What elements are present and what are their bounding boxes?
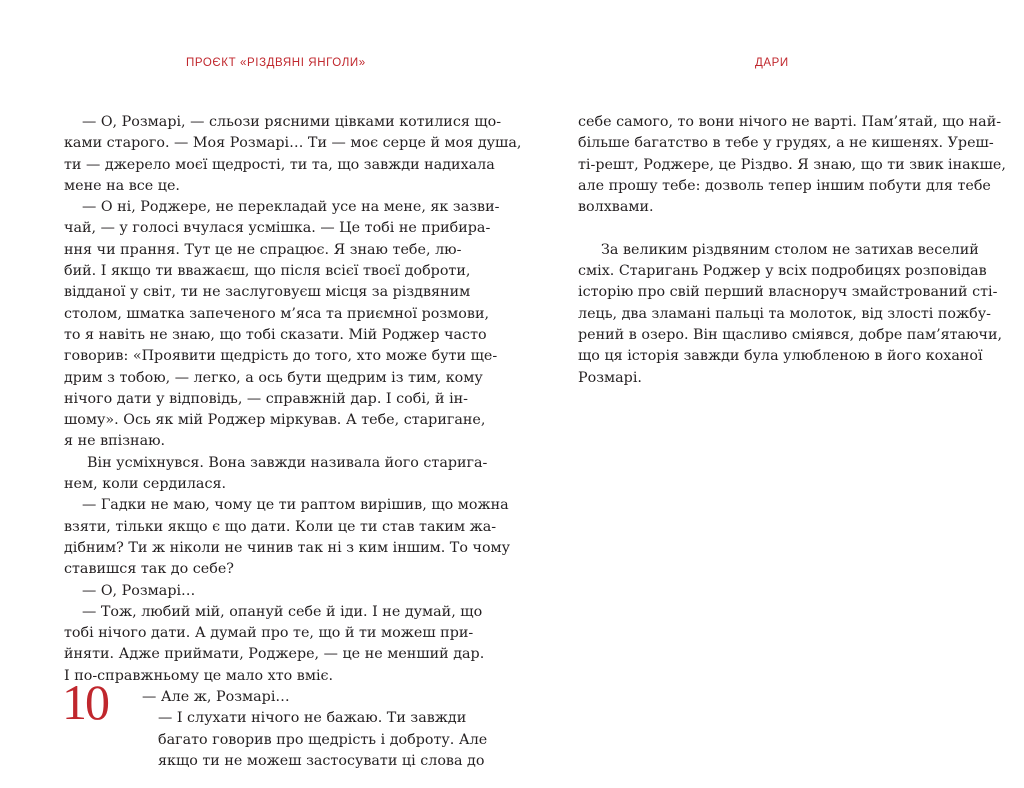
text-line: сміх. Старигань Роджер у всіх подробицях розповідав	[578, 263, 987, 280]
text-line: нем, коли сердилася.	[64, 476, 227, 493]
text-line: — Гадки не маю, чому це ти раптом вирішив, що можна	[82, 497, 509, 514]
text-line: — Але ж, Розмарі…	[142, 689, 290, 706]
text-line: рений в озеро. Він щасливо сміявся, добре пам’ятаючи,	[578, 326, 1003, 343]
text-line: що ця історія завжди була улюбленою в його коханої	[578, 348, 983, 365]
text-line: столом, шматка запеченого м’яса та приємної розмови,	[64, 305, 490, 322]
text-line: За великим різдвяним столом не затихав веселий	[601, 241, 979, 258]
left-page-text	[64, 112, 522, 772]
text-line: — О, Розмарі…	[82, 582, 196, 599]
text-line: я не впізнаю.	[64, 433, 166, 450]
text-line: якщо ти не можеш застосувати ці слова до	[158, 752, 485, 769]
text-line: волхвами.	[578, 199, 654, 216]
text-line: тобі нічого дати. А думай про те, що й ти можеш при-	[64, 625, 474, 642]
left-running-head: ПРОЄКТ «РІЗДВЯНІ ЯНГОЛИ»	[186, 57, 366, 69]
text-line: говорив: «Проявити щедрість до того, хто може бути ще-	[64, 348, 498, 365]
text-line: ння чи прання. Тут це не спрацює. Я знаю тебе, лю-	[64, 241, 462, 258]
text-line: ти — джерело моєї щедрості, ти та, що завжди надихала	[64, 156, 495, 173]
text-line: історію про свій перший власноруч змайстрований сті-	[578, 284, 998, 301]
text-line: — О ні, Роджере, не перекладай усе на мене, як зазви-	[82, 199, 500, 216]
text-line: ками старого. — Моя Розмарі… Ти — моє серце й моя душа,	[64, 135, 522, 152]
text-line: нічого дати у відповідь, — справжній дар. І собі, й ін-	[64, 390, 469, 407]
text-line: відданої у світ, ти не заслуговуєш місця за різдвяним	[64, 284, 471, 301]
text-line: лець, два зламані пальці та молоток, від злості пожбу-	[578, 305, 992, 322]
text-line: шому». Ось як мій Роджер міркував. А тебе, старигане,	[64, 412, 486, 429]
text-line: Розмарі.	[578, 369, 642, 386]
text-line: дібним? Ти ж ніколи не чинив так ні з ким іншим. То чому	[64, 539, 511, 556]
text-line: але прошу тебе: дозволь тепер іншим побути для тебе	[578, 177, 991, 194]
text-line: то я навіть не знаю, що тобі сказати. Мій Роджер часто	[64, 326, 487, 343]
right-page-text	[578, 112, 1006, 389]
page-number: 10	[62, 674, 108, 730]
text-line: йняти. Адже приймати, Роджере, — це не менший дар.	[64, 646, 485, 663]
text-line: дрим з тобою, — легко, а ось бути щедрим із тим, кому	[64, 369, 483, 386]
text-line: чай, — у голосі вчулася усмішка. — Це тобі не прибира-	[64, 220, 491, 237]
text-line: бий. І якщо ти вважаєш, що після всієї твоєї доброти,	[64, 263, 471, 280]
text-line: багато говорив про щедрість і доброту. Але	[158, 731, 488, 748]
text-line: ставишся так до себе?	[64, 561, 234, 578]
text-line: мене на все це.	[64, 177, 180, 194]
text-line: — Тож, любий мій, опануй себе й іди. І не думай, що	[82, 603, 483, 620]
text-line: себе самого, то вони нічого не варті. Пам’ятай, що най-	[578, 114, 1002, 130]
right-running-head: ДАРИ	[755, 57, 789, 69]
text-line: — І слухати нічого не бажаю. Ти завжди	[158, 710, 467, 727]
text-line: Він усміхнувся. Вона завжди називала його старига-	[87, 454, 488, 471]
text-line: взяти, тільки якщо є що дати. Коли це ти став таким жа-	[64, 518, 497, 535]
text-line: більше багатство в тебе у грудях, а не кишенях. Уреш-	[578, 135, 994, 152]
text-line: — О, Розмарі, — сльози рясними цівками котилися що-	[82, 114, 502, 130]
text-line: І по-справжньому це мало хто вміє.	[64, 667, 334, 684]
text-line: ті-решт, Роджере, це Різдво. Я знаю, що ти звик інакше,	[578, 156, 1006, 173]
